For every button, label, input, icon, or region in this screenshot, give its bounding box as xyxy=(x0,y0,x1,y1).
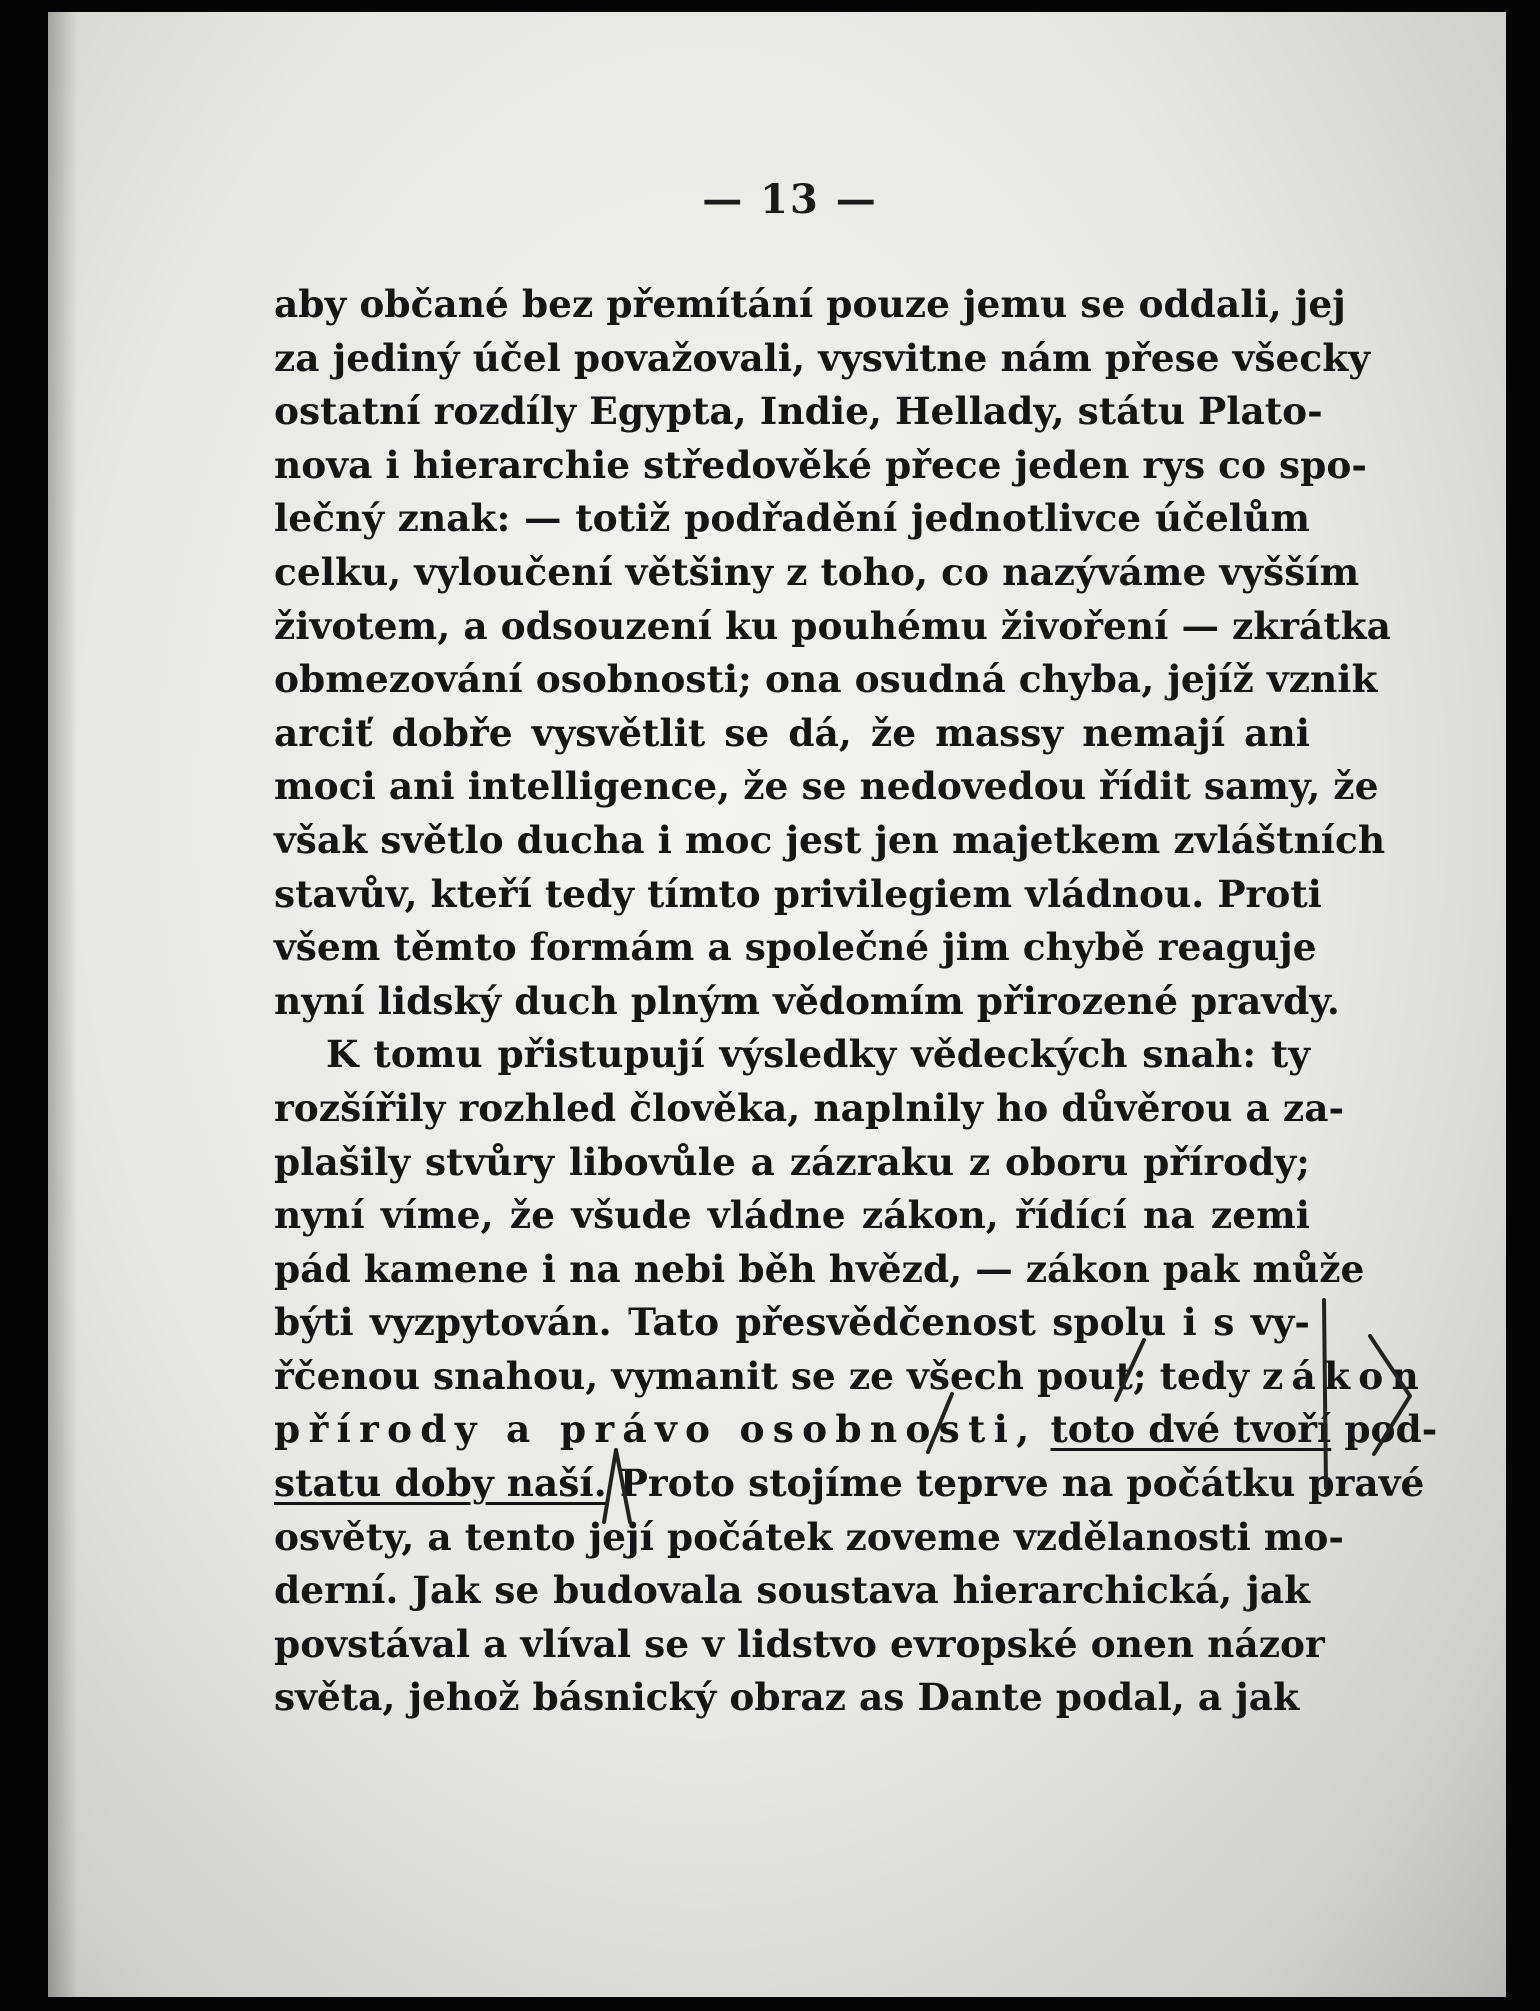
page-number: — 13 — xyxy=(702,176,878,223)
text-line: rozšířily rozhled člověka, naplnily ho důvěrou a za- xyxy=(274,1085,1345,1130)
text-segment: pod- xyxy=(1344,1407,1438,1452)
text-line: však světlo ducha i moc jest jen majetkem zvláštních xyxy=(274,817,1386,862)
text-line: arciť dobře vysvětlit se dá, že massy nemají ani xyxy=(274,710,1310,755)
text-line: K tomu přistupují výsledky vědeckých snah: ty xyxy=(326,1032,1310,1077)
text-segment: řčenou snahou, vymanit se ze všech pout; tedy xyxy=(274,1353,1249,1398)
text-line: světa, jehož básnický obraz as Dante podal, a jak xyxy=(274,1675,1300,1720)
insertion-caret-mark xyxy=(596,1446,636,1526)
text-line-annotated xyxy=(274,1457,1425,1511)
text-line: životem, a odsouzení ku pouhému živoření — zkrátka xyxy=(274,603,1391,648)
text-line: nyní víme, že všude vládne zákon, řídící na zemi xyxy=(274,1193,1310,1238)
slash-mark xyxy=(1110,1336,1150,1406)
margin-bracket-mark xyxy=(1318,1296,1428,1492)
text-line: moci ani intelligence, že se nedovedou řídit samy, že xyxy=(274,764,1379,809)
text-line: za jediný účel považovali, vysvitne nám přese všecky xyxy=(274,335,1370,380)
text-line: celku, vyloučení většiny z toho, co nazýváme vyšším xyxy=(274,549,1360,594)
text-line: stavův, kteří tedy tímto privilegiem vládnou. Proti xyxy=(274,871,1322,916)
text-line: pád kamene i na nebi běh hvězd, — zákon pak může xyxy=(274,1246,1365,1291)
text-line: ostatní rozdíly Egypta, Indie, Hellady, státu Plato- xyxy=(274,389,1323,434)
text-line: nyní lidský duch plným vědomím přirozené pravdy. xyxy=(274,978,1340,1023)
text-line-annotated xyxy=(274,1403,1438,1457)
text-line: aby občané bez přemítání pouze jemu se oddali, jej xyxy=(274,282,1346,326)
text-line: obmezování osobnosti; ona osudná chyba, jejíž vznik xyxy=(274,657,1378,702)
spaced-emphasis: zákon xyxy=(1261,1353,1428,1398)
slash-mark xyxy=(920,1390,960,1460)
text-line: nova i hierarchie středověké přece jeden rys co spo- xyxy=(274,442,1367,487)
underlined-text: toto dvé tvoří xyxy=(1050,1407,1332,1452)
spaced-emphasis: přírody a právo osobnosti, xyxy=(274,1407,1038,1452)
text-line: osvěty, a tento její počátek zoveme vzdělanosti mo- xyxy=(274,1514,1344,1559)
text-line: všem těmto formám a společné jim chybě reaguje xyxy=(274,925,1317,970)
text-line: lečný znak: — totiž podřadění jednotlivce účelům xyxy=(274,496,1310,541)
text-segment: Proto stojíme teprve na počátku pravé xyxy=(619,1461,1425,1506)
text-line: povstával a vlíval se v lidstvo evropské onen názor xyxy=(274,1621,1325,1666)
underlined-text: statu doby naší. xyxy=(274,1461,607,1506)
text-line: býti vyzpytován. Tato přesvědčenost spolu i s vy- xyxy=(274,1300,1310,1345)
text-line-annotated xyxy=(274,1350,1428,1404)
text-line: plašily stvůry libovůle a zázraku z oboru přírody; xyxy=(274,1139,1310,1184)
body-text xyxy=(274,278,1438,1725)
page-edge-shadow xyxy=(48,12,78,1997)
text-line: derní. Jak se budovala soustava hierarchická, jak xyxy=(274,1568,1310,1613)
